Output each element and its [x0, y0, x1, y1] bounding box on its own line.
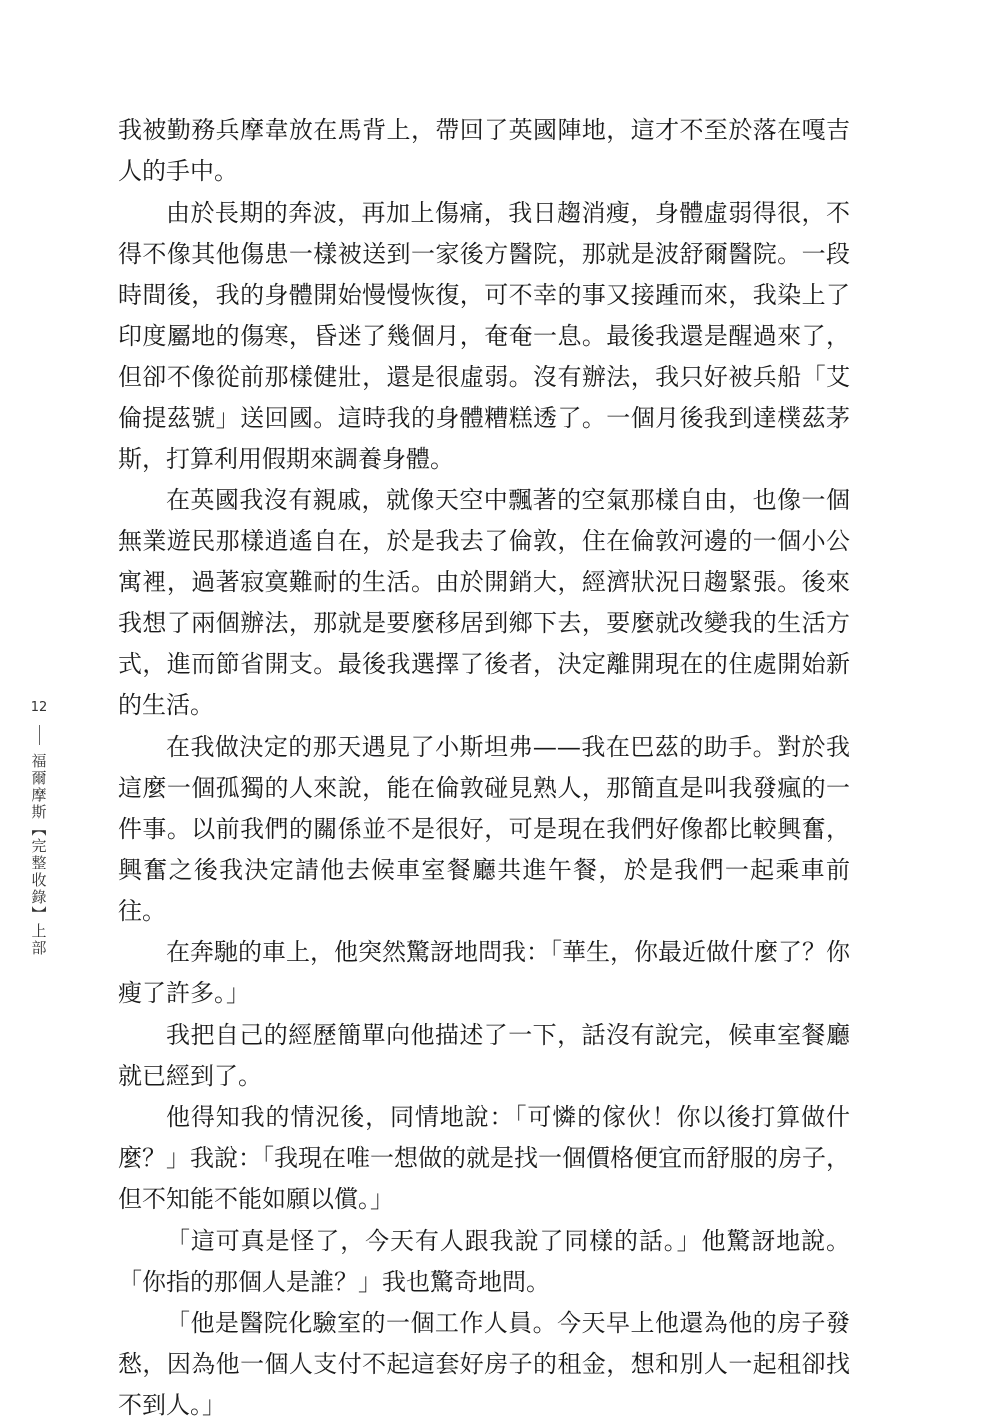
body-text — [118, 110, 850, 1427]
paragraph: 在我做決定的那天遇見了小斯坦弗——我在巴茲的助手。對於我這麼一個孤獨的人來說，能在倫敦碰見熟人，那簡直是叫我發瘋的一件事。以前我們的關係並不是很好，可是現在我們好像都比較興奮，興奮之後我決定請他去候車室餐廳共進午餐，於是我們一起乘車前往。 — [118, 732, 850, 925]
page-number: 12 — [30, 700, 48, 715]
paragraph: 在奔馳的車上，他突然驚訝地問我：「華生，你最近做什麼了？你瘦了許多。」 — [118, 938, 850, 1007]
paragraph: 他得知我的情況後，同情地說：「可憐的傢伙！你以後打算做什麼？」我說：「我現在唯一想做的就是找一個價格便宜而舒服的房子，但不知能不能如願以償。」 — [118, 1103, 850, 1213]
paragraph: 我被勤務兵摩韋放在馬背上，帶回了英國陣地，這才不至於落在嘎吉人的手中。 — [118, 116, 850, 185]
paragraph: 在英國我沒有親戚，就像天空中飄著的空氣那樣自由，也像一個無業遊民那樣逍遙自在，於是我去了倫敦，住在倫敦河邊的一個小公寓裡，過著寂寞難耐的生活。由於開銷大，經濟狀況日趨緊張。後來我想了兩個辦法，那就是要麼移居到鄉下去，要麼就改變我的生活方式，進而節省開支。最後我選擇了後者，決定離開現在的住處開始新的生活。 — [118, 486, 850, 719]
paragraph: 「這可真是怪了，今天有人跟我說了同樣的話。」他驚訝地說。「你指的那個人是誰？」我也驚奇地問。 — [118, 1226, 850, 1296]
paragraph: 「他是醫院化驗室的一個工作人員。今天早上他還為他的房子發愁，因為他一個人支付不起這套好房子的租金，想和別人一起租卻找不到人。」 — [118, 1309, 850, 1419]
running-title: 福爾摩斯【完整收錄】上部 — [29, 753, 48, 957]
running-header — [24, 700, 54, 957]
paragraph: 由於長期的奔波，再加上傷痛，我日趨消瘦，身體虛弱得很，不得不像其他傷患一樣被送到一家後方醫院，那就是波舒爾醫院。一段時間後，我的身體開始慢慢恢復，可不幸的事又接踵而來，我染上了印度屬地的傷寒，昏迷了幾個月，奄奄一息。最後我還是醒過來了，但卻不像從前那樣健壯，還是很虛弱。沒有辦法，我只好被兵船「艾倫提茲號」送回國。這時我的身體糟糕透了。一個月後我到達樸茲茅斯，打算利用假期來調養身體。 — [118, 198, 850, 473]
header-divider — [39, 725, 40, 745]
paragraph: 我把自己的經歷簡單向他描述了一下，話沒有說完，候車室餐廳就已經到了。 — [118, 1020, 850, 1090]
